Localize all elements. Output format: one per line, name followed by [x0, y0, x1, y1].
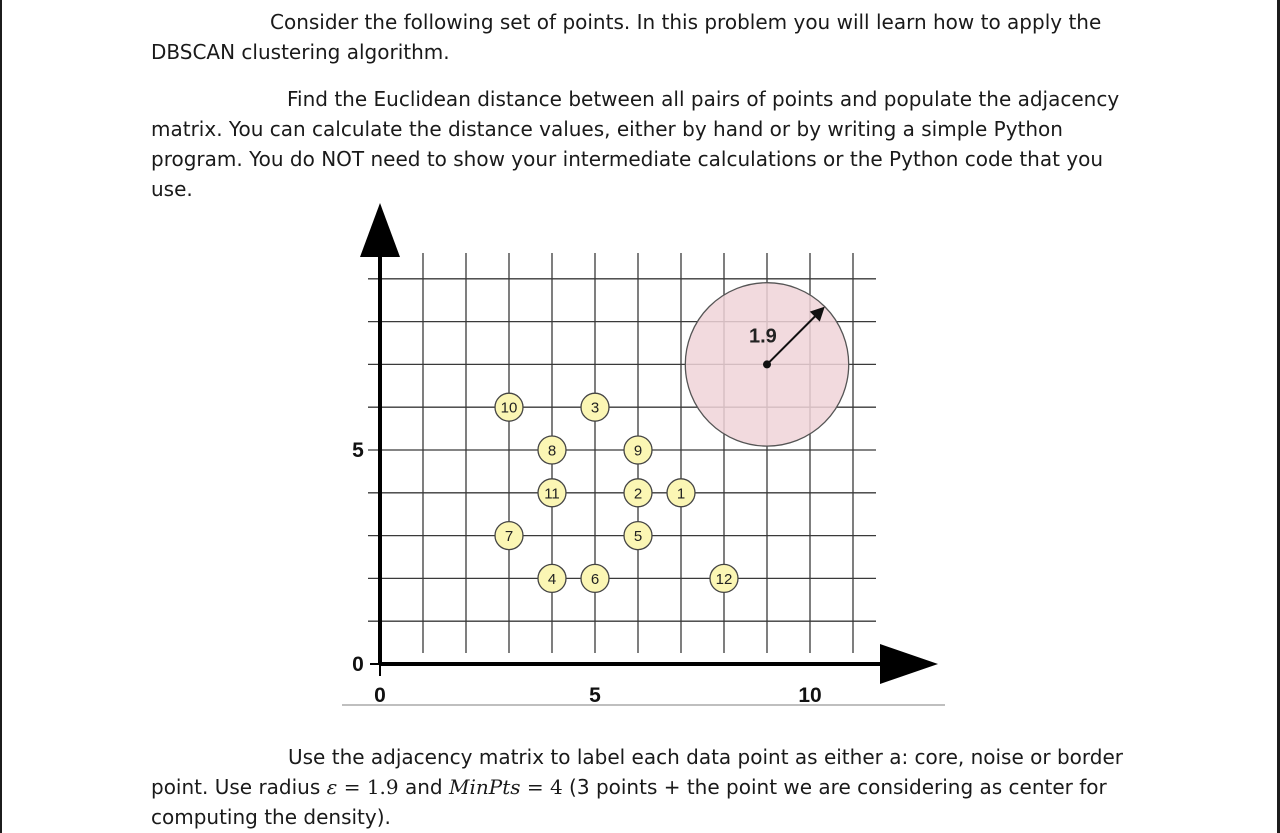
data-point [667, 479, 695, 507]
data-point-label: 6 [590, 570, 600, 588]
x-tick-label: 0 [374, 684, 386, 707]
y-axis-arrowhead [360, 203, 400, 257]
data-point [624, 479, 652, 507]
data-point-label: 4 [547, 570, 557, 588]
data-point-label: 7 [504, 528, 514, 546]
radius-example-circle [685, 283, 848, 446]
x-tick-label: 5 [589, 684, 601, 707]
data-point [581, 393, 609, 421]
data-point [495, 393, 523, 421]
circle-center-dot [763, 360, 771, 368]
task-label-paragraph [151, 742, 1141, 832]
epsilon-value: = 1.9 [337, 775, 399, 799]
data-point-label: 12 [715, 570, 733, 588]
data-point-label: 10 [500, 399, 518, 417]
intro-paragraph: Consider the following set of points. In this problem you will learn how to apply the DBSCAN clustering algorithm. [151, 10, 1102, 64]
epsilon-symbol: ε [326, 775, 338, 799]
and-text: and [398, 775, 449, 799]
dbscan-points-figure [330, 195, 950, 715]
data-point-label: 1 [676, 485, 686, 503]
x-axis-arrowhead [880, 644, 938, 684]
minpts-name: MinPts [448, 775, 521, 799]
data-point [495, 522, 523, 550]
data-point-label: 11 [544, 485, 560, 503]
task-label-text-a: Use the adjacency matrix to label each data point as either a: core, noise or border point. Use radius [151, 745, 1123, 799]
data-point-label: 8 [547, 442, 557, 460]
data-point [581, 564, 609, 592]
y-tick-label: 5 [352, 439, 364, 462]
data-point [624, 522, 652, 550]
data-point-label: 5 [633, 528, 643, 546]
data-point [538, 479, 566, 507]
data-point [538, 564, 566, 592]
x-tick-label: 10 [798, 684, 822, 707]
y-tick-label: 0 [352, 653, 364, 676]
data-point [538, 436, 566, 464]
data-point-label: 3 [590, 399, 600, 417]
minpts-value: = 4 [520, 775, 563, 799]
data-point [710, 564, 738, 592]
task-label-text-b: (3 points + the point we are considering as center for computing the density). [151, 775, 1107, 829]
data-point-label: 2 [633, 485, 643, 503]
data-point [624, 436, 652, 464]
radius-label: 1.9 [749, 325, 777, 348]
task-distance-paragraph: Find the Euclidean distance between all pairs of points and populate the adjacency matrix. You can calculate the distance values, either by hand or by writing a simple Python program. You do NOT need to show your intermediate calculations or the Python code that you use. [151, 87, 1120, 201]
page-left-border [0, 0, 2, 833]
data-point-label: 9 [633, 442, 643, 460]
